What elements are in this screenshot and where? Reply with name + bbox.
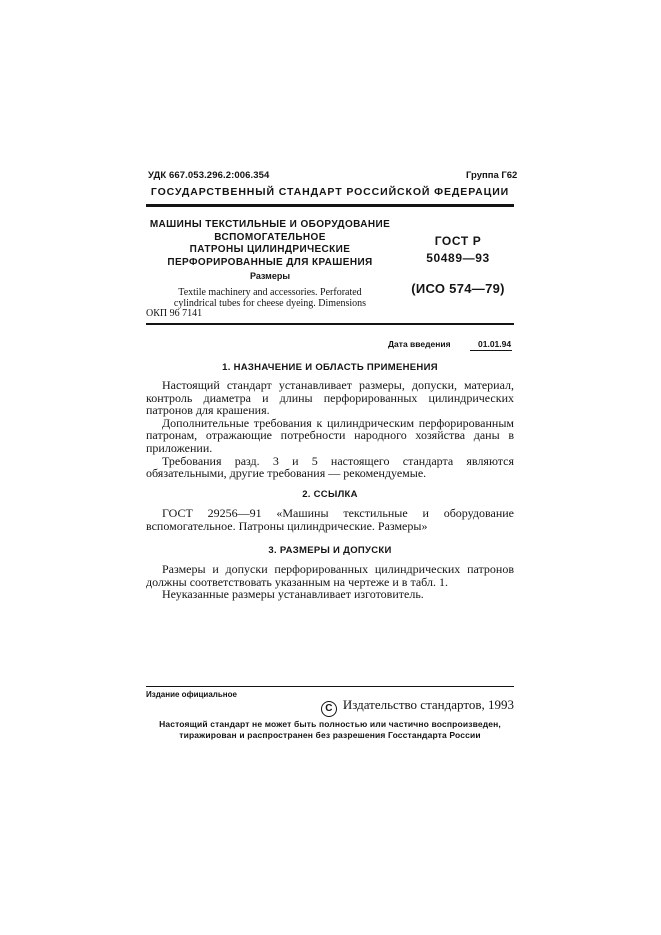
copyright-text: Издательство стандартов, 1993 [342, 697, 514, 712]
middle-divider [146, 323, 514, 325]
group-code: Группа Г62 [466, 170, 518, 181]
section-heading: 2. ССЫЛКА [302, 489, 358, 500]
paragraph: ГОСТ 29256—91 «Машины текстильные и оборудование вспомогательное. Патроны цилиндрические. Размеры» [146, 506, 514, 533]
footer-divider [146, 686, 514, 687]
english-title [146, 287, 394, 309]
paragraph: Настоящий стандарт устанавливает размеры, допуски, материал, контроль диаметра и длины перфорированных цилиндрических патронов для крашения. [146, 378, 514, 418]
paragraph: Дополнительные требования к цилиндрическим перфорированным патронам, отражающие потребности народного хозяйства даны в приложении. [146, 415, 514, 455]
iso-reference: (ИСО 574—79) [411, 281, 505, 296]
gost-designation [402, 233, 514, 267]
notice-line: тиражирован и распространен без разрешения Госстандарта России [179, 730, 481, 740]
document-title [146, 219, 394, 269]
gost-label: ГОСТ Р [434, 234, 482, 248]
notice-line: Настоящий стандарт не может быть полностью или частично воспроизведен, [159, 719, 501, 729]
state-standard-title: ГОСУДАРСТВЕННЫЙ СТАНДАРТ РОССИЙСКОЙ ФЕДЕРАЦИИ [150, 186, 510, 198]
reproduction-notice [146, 719, 514, 741]
section-body [146, 507, 514, 532]
copyright-line [146, 697, 514, 717]
title-line: ПАТРОНЫ ЦИЛИНДРИЧЕСКИЕ [189, 244, 351, 255]
section-heading: 3. РАЗМЕРЫ И ДОПУСКИ [268, 545, 392, 556]
english-title-line: Textile machinery and accessories. Perforated [178, 287, 362, 298]
title-line: ПЕРФОРИРОВАННЫЕ ДЛЯ КРАШЕНИЯ [167, 256, 373, 268]
paragraph: Неуказанные размеры устанавливает изготовитель. [162, 587, 424, 602]
paragraph: Размеры и допуски перфорированных цилиндрических патронов должны соответствовать указанным на чертеже и в табл. 1. [146, 562, 514, 589]
paragraph: Требования разд. 3 и 5 настоящего стандарта являются обязательными, другие требования — рекомендуемые. [146, 453, 514, 481]
title-line: МАШИНЫ ТЕКСТИЛЬНЫЕ И ОБОРУДОВАНИЕ [149, 219, 391, 230]
section-body [146, 379, 514, 480]
title-line: ВСПОМОГАТЕЛЬНОЕ [214, 231, 326, 243]
english-title-line: cylindrical tubes for cheese dyeing. Dimensions [173, 298, 367, 309]
udk-code: УДК 667.053.296.2:006.354 [148, 170, 270, 181]
top-divider [146, 204, 514, 207]
title-subtitle: Размеры [249, 271, 291, 281]
section-heading: 1. НАЗНАЧЕНИЕ И ОБЛАСТЬ ПРИМЕНЕНИЯ [222, 362, 438, 373]
edition-label: Издание официальное [146, 690, 237, 699]
okp-code: ОКП 96 7141 [146, 308, 203, 319]
section-body [146, 563, 514, 601]
gost-number: 50489—93 [426, 251, 490, 265]
date-value: 01.01.94 [470, 339, 512, 351]
date-label: Дата введения [388, 339, 451, 349]
copyright-icon: C [321, 701, 337, 717]
